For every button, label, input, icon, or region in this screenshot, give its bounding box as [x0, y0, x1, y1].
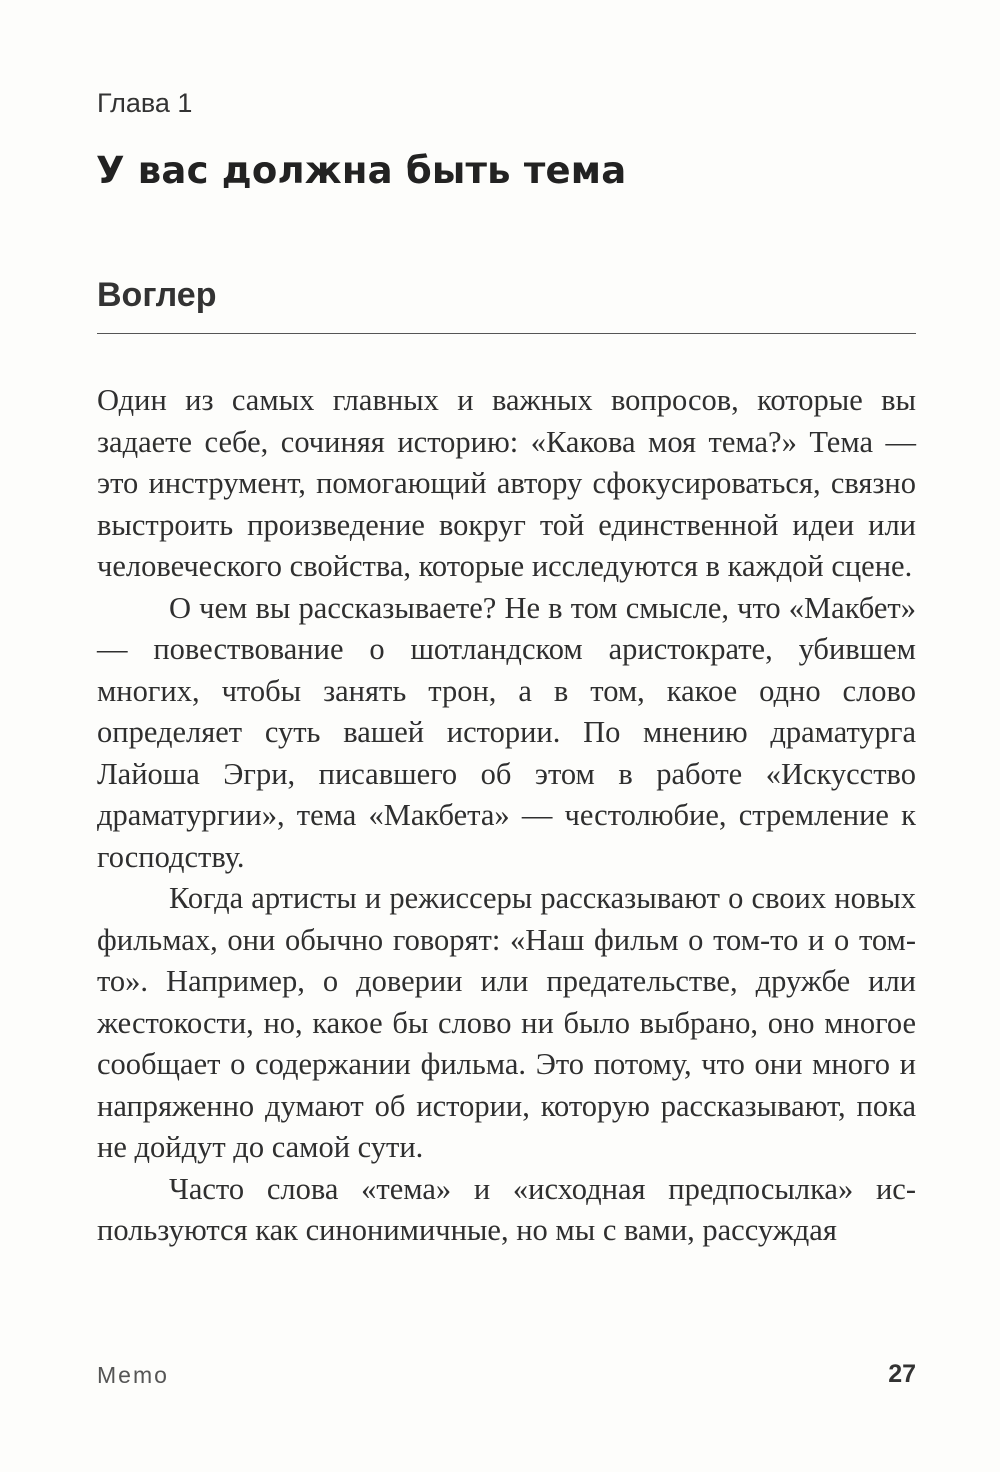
section-author-heading: Воглер: [97, 276, 217, 314]
body-text: [97, 380, 916, 1252]
paragraph-1: Один из самых главных и важных вопросов, которые вы задаете себе, сочиняя историю: «Какова моя тема?» Тема — это инструмент, помогающий автору сфокусироваться, связно выстроить произведение вокруг той единственной идеи или человеческого свойства, которые исследуются в каждой сцене.: [97, 383, 916, 583]
footer-series-name: Memo: [97, 1362, 169, 1388]
paragraph-2: О чем вы рассказываете? Не в том смысле, что «Макбет» — повествование о шотландском аристократе, убившем многих, чтобы занять трон, а в том, какое одно слово определяет суть вашей истории. По мнению драматурга Лайоша Эгри, писавшего об этом в работе «Искусство драматургии», тема «Макбета» — честолюбие, стремление к господству.: [97, 590, 916, 874]
section-divider: [97, 333, 916, 334]
chapter-title: У вас должна быть тема: [96, 149, 627, 192]
chapter-label: Глава 1: [97, 88, 193, 118]
paragraph-4: Часто слова «тема» и «исходная предпосылка» используются как синонимичные, но мы с вами, рассуждая: [97, 1171, 916, 1247]
paragraph-3: Когда артисты и режиссеры рассказывают о своих новых фильмах, они обычно говорят: «Наш фильм о том-то и о том-то». Например, о доверии или предательстве, дружбе или жестокости, но, какое бы слово ни было выбрано, оно многое сообщает о содержании фильма. Это потому, что они много и напряженно думают об истории, которую рассказывают, пока не дойдут до самой сути.: [97, 881, 916, 1164]
page-number: 27: [888, 1360, 916, 1388]
